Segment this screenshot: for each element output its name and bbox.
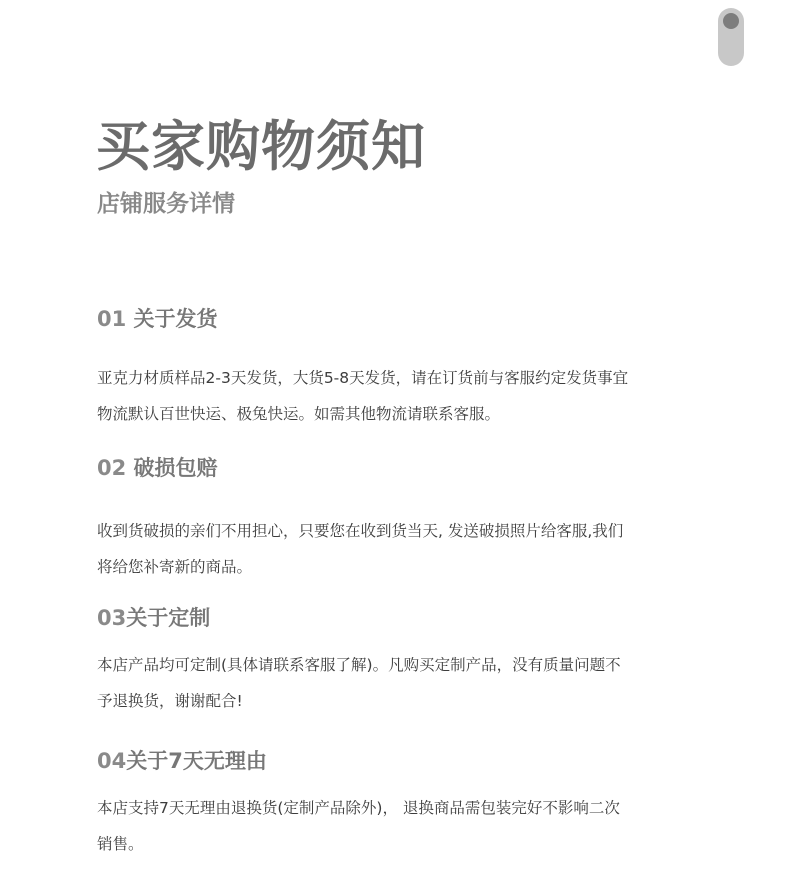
section-number: 02 [97,456,127,480]
section-heading [97,603,717,633]
section-damage [97,453,717,585]
section-heading [97,453,717,483]
section-heading [97,304,717,334]
section-title: 破损包赔 [133,456,218,480]
section-body [97,513,717,585]
scroll-indicator-knob[interactable] [723,13,739,29]
section-body [97,790,717,862]
section-body-line: 本店产品均可定制(具体请联系客服了解)。凡购买定制产品，没有质量问题不 [97,656,621,674]
section-body-line: 亚克力材质样品2-3天发货，大货5-8天发货，请在订货前与客服约定发货事宜 [97,369,629,387]
section-heading [97,746,717,776]
section-title: 关于发货 [133,307,218,331]
section-body-line: 收到货破损的亲们不用担心，只要您在收到货当天, 发送破损照片给客服,我们 [97,522,624,540]
section-number: 01 [97,307,127,331]
section-number: 03 [97,606,127,630]
section-body-line: 将给您补寄新的商品。 [97,558,253,576]
section-return [97,746,717,862]
scroll-indicator[interactable] [718,8,744,66]
section-body-line: 予退换货，谢谢配合! [97,692,243,710]
section-title: 关于7天无理由 [126,749,267,773]
section-body [97,647,717,719]
section-title: 关于定制 [126,606,211,630]
section-body-line: 本店支持7天无理由退换货(定制产品除外)， 退换商品需包装完好不影响二次 [97,799,620,817]
section-custom [97,603,717,719]
section-body [97,360,717,432]
section-body-line: 销售。 [97,835,144,853]
section-shipping [97,304,717,432]
section-body-line: 物流默认百世快运、极兔快运。如需其他物流请联系客服。 [97,405,501,423]
page-title: 买家购物须知 [96,115,426,178]
page-subtitle: 店铺服务详情 [97,191,235,217]
section-number: 04 [97,749,127,773]
